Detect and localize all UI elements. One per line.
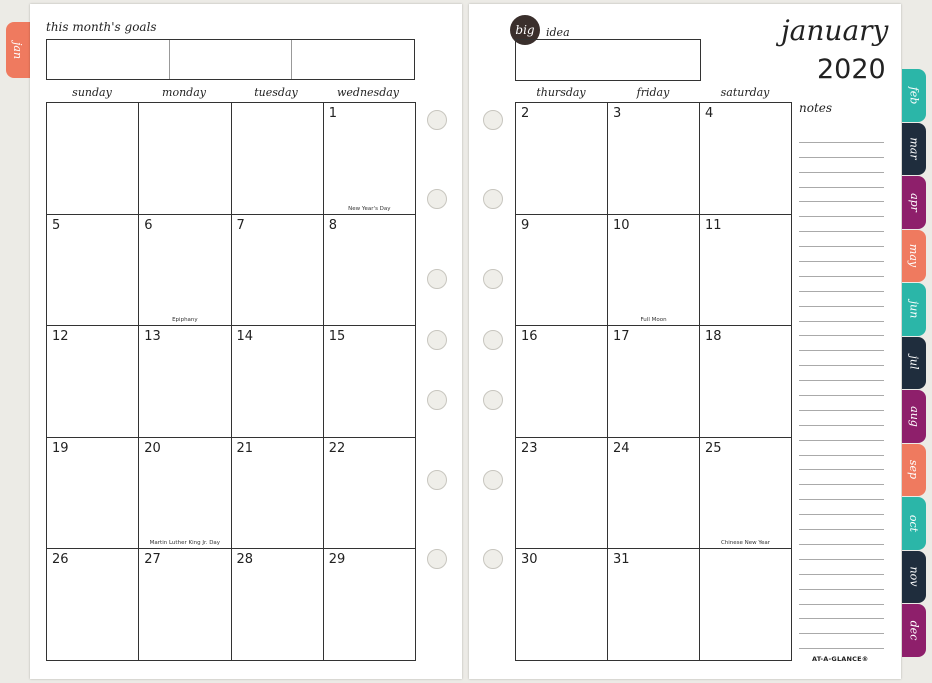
day-number: 22 (328, 440, 346, 456)
tab-label: jun (907, 300, 921, 319)
day-number: 29 (328, 552, 346, 568)
tab-label: oct (907, 514, 921, 532)
day-cell[interactable] (516, 215, 608, 327)
tab-label: mar (907, 137, 921, 160)
day-header-friday: friday (636, 86, 670, 99)
day-header-tuesday: tuesday (254, 86, 298, 99)
day-header-saturday: saturday (720, 86, 770, 99)
right-page (469, 4, 901, 679)
note-line[interactable] (799, 351, 884, 366)
brand-logo: AT-A-GLANCE® (812, 655, 869, 663)
day-number: 5 (52, 217, 61, 233)
day-cell[interactable] (700, 438, 792, 550)
day-header-wednesday: wednesday (336, 86, 400, 99)
day-cell[interactable] (232, 438, 324, 550)
note-line[interactable] (799, 307, 884, 322)
holiday-label: Epiphany (172, 317, 198, 324)
binder-hole (427, 470, 447, 490)
note-line[interactable] (799, 277, 884, 292)
day-cell[interactable] (608, 326, 700, 438)
day-cell[interactable] (700, 326, 792, 438)
day-number: 15 (328, 329, 346, 345)
note-line[interactable] (799, 560, 884, 575)
day-cell[interactable] (232, 326, 324, 438)
note-line[interactable] (799, 322, 884, 337)
day-cell[interactable] (47, 549, 139, 661)
notes-lines[interactable] (799, 128, 884, 649)
day-cell[interactable] (47, 103, 139, 215)
day-cell[interactable] (232, 215, 324, 327)
day-cell[interactable] (516, 438, 608, 550)
note-line[interactable] (799, 470, 884, 485)
big-idea-badge: big (510, 15, 540, 45)
binder-hole (483, 269, 503, 289)
note-line[interactable] (799, 202, 884, 217)
goals-title: this month's goals (46, 20, 157, 34)
day-number: 10 (613, 217, 630, 233)
note-line[interactable] (799, 530, 884, 545)
day-number: 8 (328, 217, 338, 233)
day-cell[interactable] (139, 438, 231, 550)
day-number: 30 (521, 552, 538, 568)
day-number: 1 (328, 106, 338, 121)
tab-dec[interactable] (902, 604, 926, 657)
binder-hole (427, 110, 447, 130)
note-line[interactable] (799, 515, 884, 530)
right-calendar-grid (515, 102, 792, 661)
note-line[interactable] (799, 634, 884, 649)
holiday-label: Chinese New Year (720, 540, 771, 547)
tab-jan[interactable] (6, 22, 30, 78)
tab-oct[interactable] (902, 497, 926, 550)
tab-mar[interactable] (902, 123, 926, 176)
day-cell[interactable] (324, 103, 416, 215)
day-number: 13 (144, 329, 161, 345)
day-number: 26 (52, 552, 69, 568)
note-line[interactable] (799, 545, 884, 560)
note-line[interactable] (799, 575, 884, 590)
day-header-monday: monday (162, 86, 206, 99)
note-line[interactable] (799, 188, 884, 203)
day-number: 20 (144, 440, 161, 456)
day-cell[interactable] (139, 326, 231, 438)
note-line[interactable] (799, 485, 884, 500)
note-line[interactable] (799, 247, 884, 262)
note-line[interactable] (799, 262, 884, 277)
binder-hole (483, 390, 503, 410)
note-line[interactable] (799, 366, 884, 381)
holiday-label: Full Moon (640, 317, 667, 324)
day-number: 21 (236, 440, 254, 456)
day-cell[interactable] (700, 549, 792, 661)
left-day-headers (46, 86, 414, 99)
day-cell[interactable] (608, 549, 700, 661)
day-number: 18 (705, 329, 722, 345)
day-header-thursday: thursday (536, 86, 586, 99)
day-cell[interactable] (47, 215, 139, 327)
binder-hole (483, 330, 503, 350)
note-line[interactable] (799, 619, 884, 634)
day-cell[interactable] (139, 103, 231, 215)
idea-label: idea (546, 26, 570, 39)
day-number: 14 (236, 329, 254, 345)
day-cell[interactable] (324, 438, 416, 550)
binder-hole (483, 549, 503, 569)
note-line[interactable] (799, 396, 884, 411)
binder-hole (483, 110, 503, 130)
day-cell[interactable] (700, 215, 792, 327)
note-line[interactable] (799, 158, 884, 173)
left-page (30, 4, 462, 679)
note-line[interactable] (799, 411, 884, 426)
day-cell[interactable] (47, 326, 139, 438)
note-line[interactable] (799, 336, 884, 351)
note-line[interactable] (799, 217, 884, 232)
binder-hole (427, 390, 447, 410)
tab-label: aug (907, 405, 921, 427)
note-line[interactable] (799, 381, 884, 396)
binder-hole (483, 470, 503, 490)
note-line[interactable] (799, 232, 884, 247)
day-cell[interactable] (232, 549, 324, 661)
day-cell[interactable] (516, 549, 608, 661)
goals-field-3[interactable] (292, 40, 414, 79)
note-line[interactable] (799, 605, 884, 620)
day-number: 19 (52, 440, 69, 456)
goals-box[interactable] (46, 39, 415, 80)
day-number: 23 (521, 440, 538, 456)
tab-label: jul (907, 355, 921, 370)
note-line[interactable] (799, 456, 884, 471)
note-line[interactable] (799, 426, 884, 441)
binder-hole (483, 189, 503, 209)
day-number: 17 (613, 329, 630, 345)
note-line[interactable] (799, 500, 884, 515)
day-number: 24 (613, 440, 630, 456)
day-number: 6 (144, 217, 153, 233)
goals-field-2[interactable] (170, 40, 293, 79)
day-header-sunday: sunday (72, 86, 112, 99)
day-cell[interactable] (139, 549, 231, 661)
day-cell[interactable] (700, 103, 792, 215)
note-line[interactable] (799, 128, 884, 143)
holiday-label: New Year's Day (348, 205, 391, 212)
day-number: 28 (236, 552, 254, 568)
note-line[interactable] (799, 292, 884, 307)
left-calendar-grid (46, 102, 416, 661)
tab-nov[interactable] (902, 551, 926, 604)
tab-label: may (907, 244, 921, 268)
day-cell[interactable] (232, 103, 324, 215)
binder-hole (427, 330, 447, 350)
note-line[interactable] (799, 590, 884, 605)
tab-label: feb (907, 86, 921, 105)
day-number: 25 (705, 440, 722, 456)
day-cell[interactable] (516, 326, 608, 438)
tab-sep[interactable] (902, 444, 926, 497)
tab-feb[interactable] (902, 69, 926, 122)
month-title: january (781, 14, 889, 47)
big-idea-box[interactable] (515, 39, 701, 81)
day-number: 7 (236, 217, 245, 233)
tab-label: nov (907, 566, 921, 587)
day-cell[interactable] (47, 438, 139, 550)
right-day-headers (515, 86, 791, 99)
tab-aug[interactable] (902, 390, 926, 443)
day-cell[interactable] (324, 326, 416, 438)
day-cell[interactable] (324, 549, 416, 661)
tab-may[interactable] (902, 230, 926, 283)
day-cell[interactable] (608, 438, 700, 550)
day-number: 3 (613, 106, 622, 121)
note-line[interactable] (799, 173, 884, 188)
day-number: 12 (52, 329, 69, 345)
day-number: 16 (521, 329, 538, 345)
year-title: 2020 (817, 54, 886, 85)
day-number: 11 (705, 217, 722, 233)
day-cell[interactable] (608, 103, 700, 215)
tab-label: jan (11, 41, 25, 59)
goals-field-1[interactable] (47, 40, 170, 79)
day-cell[interactable] (324, 215, 416, 327)
tab-label: dec (907, 620, 921, 641)
day-number: 2 (521, 106, 530, 121)
day-cell[interactable] (516, 103, 608, 215)
tab-apr[interactable] (902, 176, 926, 229)
day-cell[interactable] (139, 215, 231, 327)
tab-label: apr (907, 192, 921, 212)
day-number: 4 (705, 106, 714, 121)
binder-hole (427, 189, 447, 209)
day-number: 31 (613, 552, 630, 568)
tab-jul[interactable] (902, 337, 926, 390)
day-number: 9 (521, 217, 530, 233)
note-line[interactable] (799, 441, 884, 456)
day-number: 27 (144, 552, 161, 568)
tab-label: sep (907, 460, 921, 480)
note-line[interactable] (799, 143, 884, 158)
tab-jun[interactable] (902, 283, 926, 336)
holiday-label: Martin Luther King Jr. Day (149, 540, 221, 547)
binder-hole (427, 269, 447, 289)
binder-hole (427, 549, 447, 569)
day-cell[interactable] (608, 215, 700, 327)
notes-label: notes (799, 101, 833, 115)
